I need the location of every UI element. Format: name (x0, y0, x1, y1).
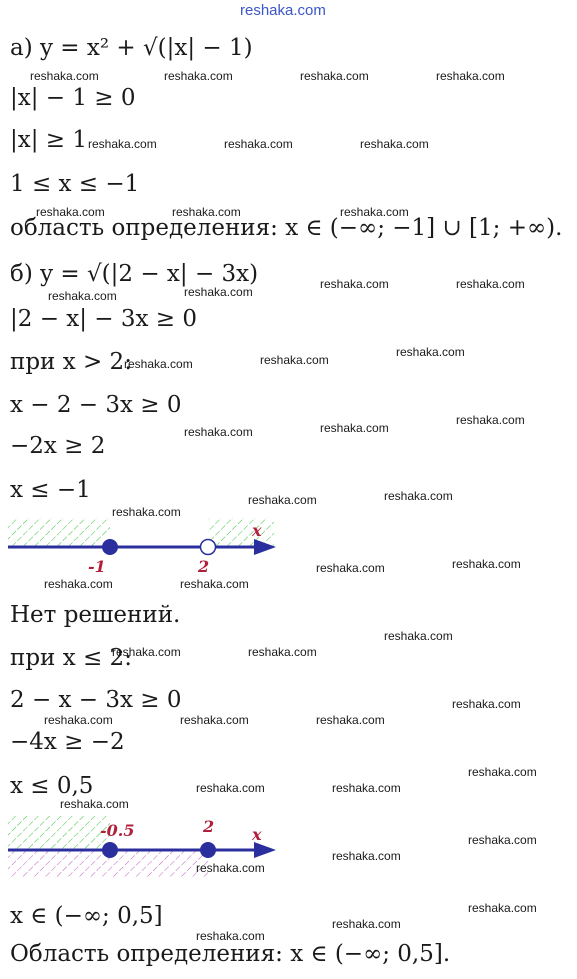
watermark: reshaka.com (340, 205, 409, 219)
axis-arrow-icon (254, 842, 276, 858)
part-b-case-1-step-1: x − 2 − 3x ≥ 0 (10, 392, 182, 418)
point-a (102, 842, 118, 858)
hatch-left-region (8, 518, 110, 546)
watermark: reshaka.com (384, 489, 453, 503)
hatch-right-region (208, 518, 274, 546)
watermark: reshaka.com (184, 285, 253, 299)
part-a-function: а) y = x² + √(|x| − 1) (10, 35, 253, 61)
part-a-step-2: |x| ≥ 1 (10, 127, 87, 153)
watermark: reshaka.com (36, 205, 105, 219)
watermark: reshaka.com (300, 69, 369, 83)
point-b (200, 842, 216, 858)
watermark: reshaka.com (320, 277, 389, 291)
point-a-label: -0.5 (100, 821, 135, 840)
part-b-case-1-step-2: −2x ≥ 2 (10, 433, 106, 459)
watermark: reshaka.com (452, 697, 521, 711)
watermark: reshaka.com (196, 929, 265, 943)
watermark: reshaka.com (468, 901, 537, 915)
watermark: reshaka.com (48, 289, 117, 303)
part-b-domain: Область определения: x ∈ (−∞; 0,5]. (10, 941, 451, 967)
point-b (201, 540, 216, 555)
part-b-case-2-step-1: 2 − x − 3x ≥ 0 (10, 687, 182, 713)
watermark: reshaka.com (88, 137, 157, 151)
watermark: reshaka.com (452, 557, 521, 571)
watermark: reshaka.com (456, 277, 525, 291)
watermark: reshaka.com (456, 413, 525, 427)
watermark: reshaka.com (332, 917, 401, 931)
point-b-label: 2 (198, 557, 210, 576)
watermark: reshaka.com (332, 849, 401, 863)
watermark: reshaka.com (112, 645, 181, 659)
point-b-label: 2 (203, 817, 215, 836)
site-header-watermark: reshaka.com (240, 2, 326, 19)
watermark: reshaka.com (468, 765, 537, 779)
part-b-step-1: |2 − x| − 3x ≥ 0 (10, 306, 198, 332)
part-b-case-1-step-3: x ≤ −1 (10, 477, 91, 503)
point-a-label: -1 (88, 557, 106, 576)
watermark: reshaka.com (44, 713, 113, 727)
watermark: reshaka.com (316, 561, 385, 575)
watermark: reshaka.com (196, 861, 265, 875)
watermark: reshaka.com (468, 833, 537, 847)
watermark: reshaka.com (30, 69, 99, 83)
watermark: reshaka.com (184, 425, 253, 439)
part-b-case-2-step-2: −4x ≥ −2 (10, 729, 125, 755)
watermark: reshaka.com (180, 713, 249, 727)
part-b-case-2-step-3: x ≤ 0,5 (10, 773, 94, 799)
part-a-step-3: 1 ≤ x ≤ −1 (10, 171, 140, 197)
watermark: reshaka.com (316, 713, 385, 727)
watermark: reshaka.com (384, 629, 453, 643)
watermark: reshaka.com (248, 493, 317, 507)
watermark: reshaka.com (320, 421, 389, 435)
watermark: reshaka.com (396, 345, 465, 359)
part-a-domain: область определения: x ∈ (−∞; −1] ∪ [1; +∞). (10, 215, 563, 241)
part-b-function: б) y = √(|2 − x| − 3x) (10, 261, 259, 287)
part-a-step-1: |x| − 1 ≥ 0 (10, 85, 136, 111)
hatch-green-region (8, 816, 110, 850)
number-line-1 (8, 516, 278, 578)
watermark: reshaka.com (60, 797, 129, 811)
axis-label: x (252, 521, 262, 540)
watermark: reshaka.com (248, 645, 317, 659)
axis-label: x (252, 825, 262, 844)
part-b-case-2: при x ≤ 2: (10, 645, 132, 671)
watermark: reshaka.com (112, 505, 181, 519)
watermark: reshaka.com (260, 353, 329, 367)
watermark: reshaka.com (124, 357, 193, 371)
part-b-solution: x ∈ (−∞; 0,5] (10, 903, 163, 929)
point-a (102, 539, 118, 555)
watermark: reshaka.com (196, 781, 265, 795)
watermark: reshaka.com (332, 781, 401, 795)
watermark: reshaka.com (436, 69, 505, 83)
watermark: reshaka.com (44, 577, 113, 591)
watermark: reshaka.com (180, 577, 249, 591)
part-b-no-solutions: Нет решений. (10, 602, 181, 628)
watermark: reshaka.com (224, 137, 293, 151)
part-b-case-1: при x > 2: (10, 349, 132, 375)
watermark: reshaka.com (172, 205, 241, 219)
watermark: reshaka.com (164, 69, 233, 83)
watermark: reshaka.com (360, 137, 429, 151)
